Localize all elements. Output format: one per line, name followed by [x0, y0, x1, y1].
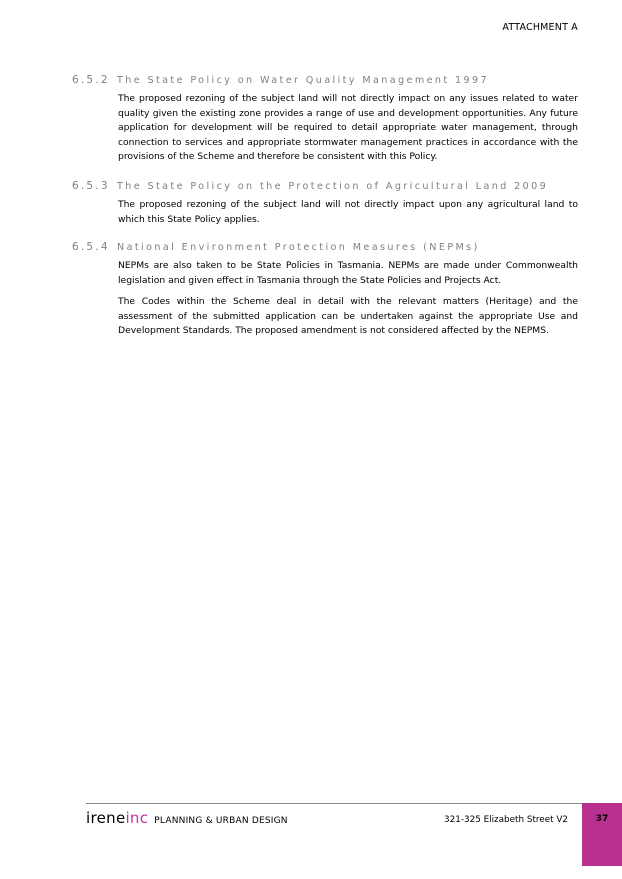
- attachment-label: ATTACHMENT A: [502, 22, 578, 33]
- logo-main-text: irene: [86, 809, 126, 827]
- paragraph: The proposed rezoning of the subject land will not directly impact upon any agricultural land to which this State Policy applies.: [118, 199, 578, 225]
- section-6-5-2: [72, 74, 578, 165]
- paragraph: The Codes within the Scheme deal in detail with the relevant matters (Heritage) and the assessment of the submitted application can be undertaken against the appropriate Use and Development Standards. The proposed amendment is not considered affected by the NEPMS.: [118, 296, 578, 337]
- section-number: 6.5.4: [72, 241, 110, 253]
- footer-divider: [86, 803, 582, 804]
- section-number: 6.5.2: [72, 74, 110, 86]
- section-number: 6.5.3: [72, 180, 110, 192]
- section-title: The State Policy on the Protection of Agricultural Land 2009: [117, 181, 549, 192]
- page-number: 37: [582, 803, 622, 866]
- section-title: National Environment Protection Measures (NEPMs): [117, 242, 480, 253]
- document-reference: 321-325 Elizabeth Street V2: [444, 815, 568, 825]
- logo-tagline: PLANNING & URBAN DESIGN: [154, 816, 288, 826]
- section-title: The State Policy on Water Quality Management 1997: [117, 75, 489, 86]
- section-6-5-3: [72, 180, 578, 227]
- section-heading: [72, 241, 578, 253]
- section-6-5-4: [72, 241, 578, 339]
- logo-accent-text: inc: [125, 809, 149, 827]
- section-heading: [72, 180, 578, 192]
- paragraph: The proposed rezoning of the subject land will not directly impact on any issues related to water quality given the existing zone provides a range of use and development opportunities. Any future application for development will be required to detail appropriate water management, through connection to services and appropriate stormwater management practices in accordance with the provisions of the Scheme and therefore be consistent with this Policy.: [118, 93, 578, 163]
- company-logo: [86, 809, 288, 827]
- paragraph: NEPMs are also taken to be State Policies in Tasmania. NEPMs are made under Commonwealth legislation and given effect in Tasmania through the State Policies and Projects Act.: [118, 260, 578, 286]
- section-heading: [72, 74, 578, 86]
